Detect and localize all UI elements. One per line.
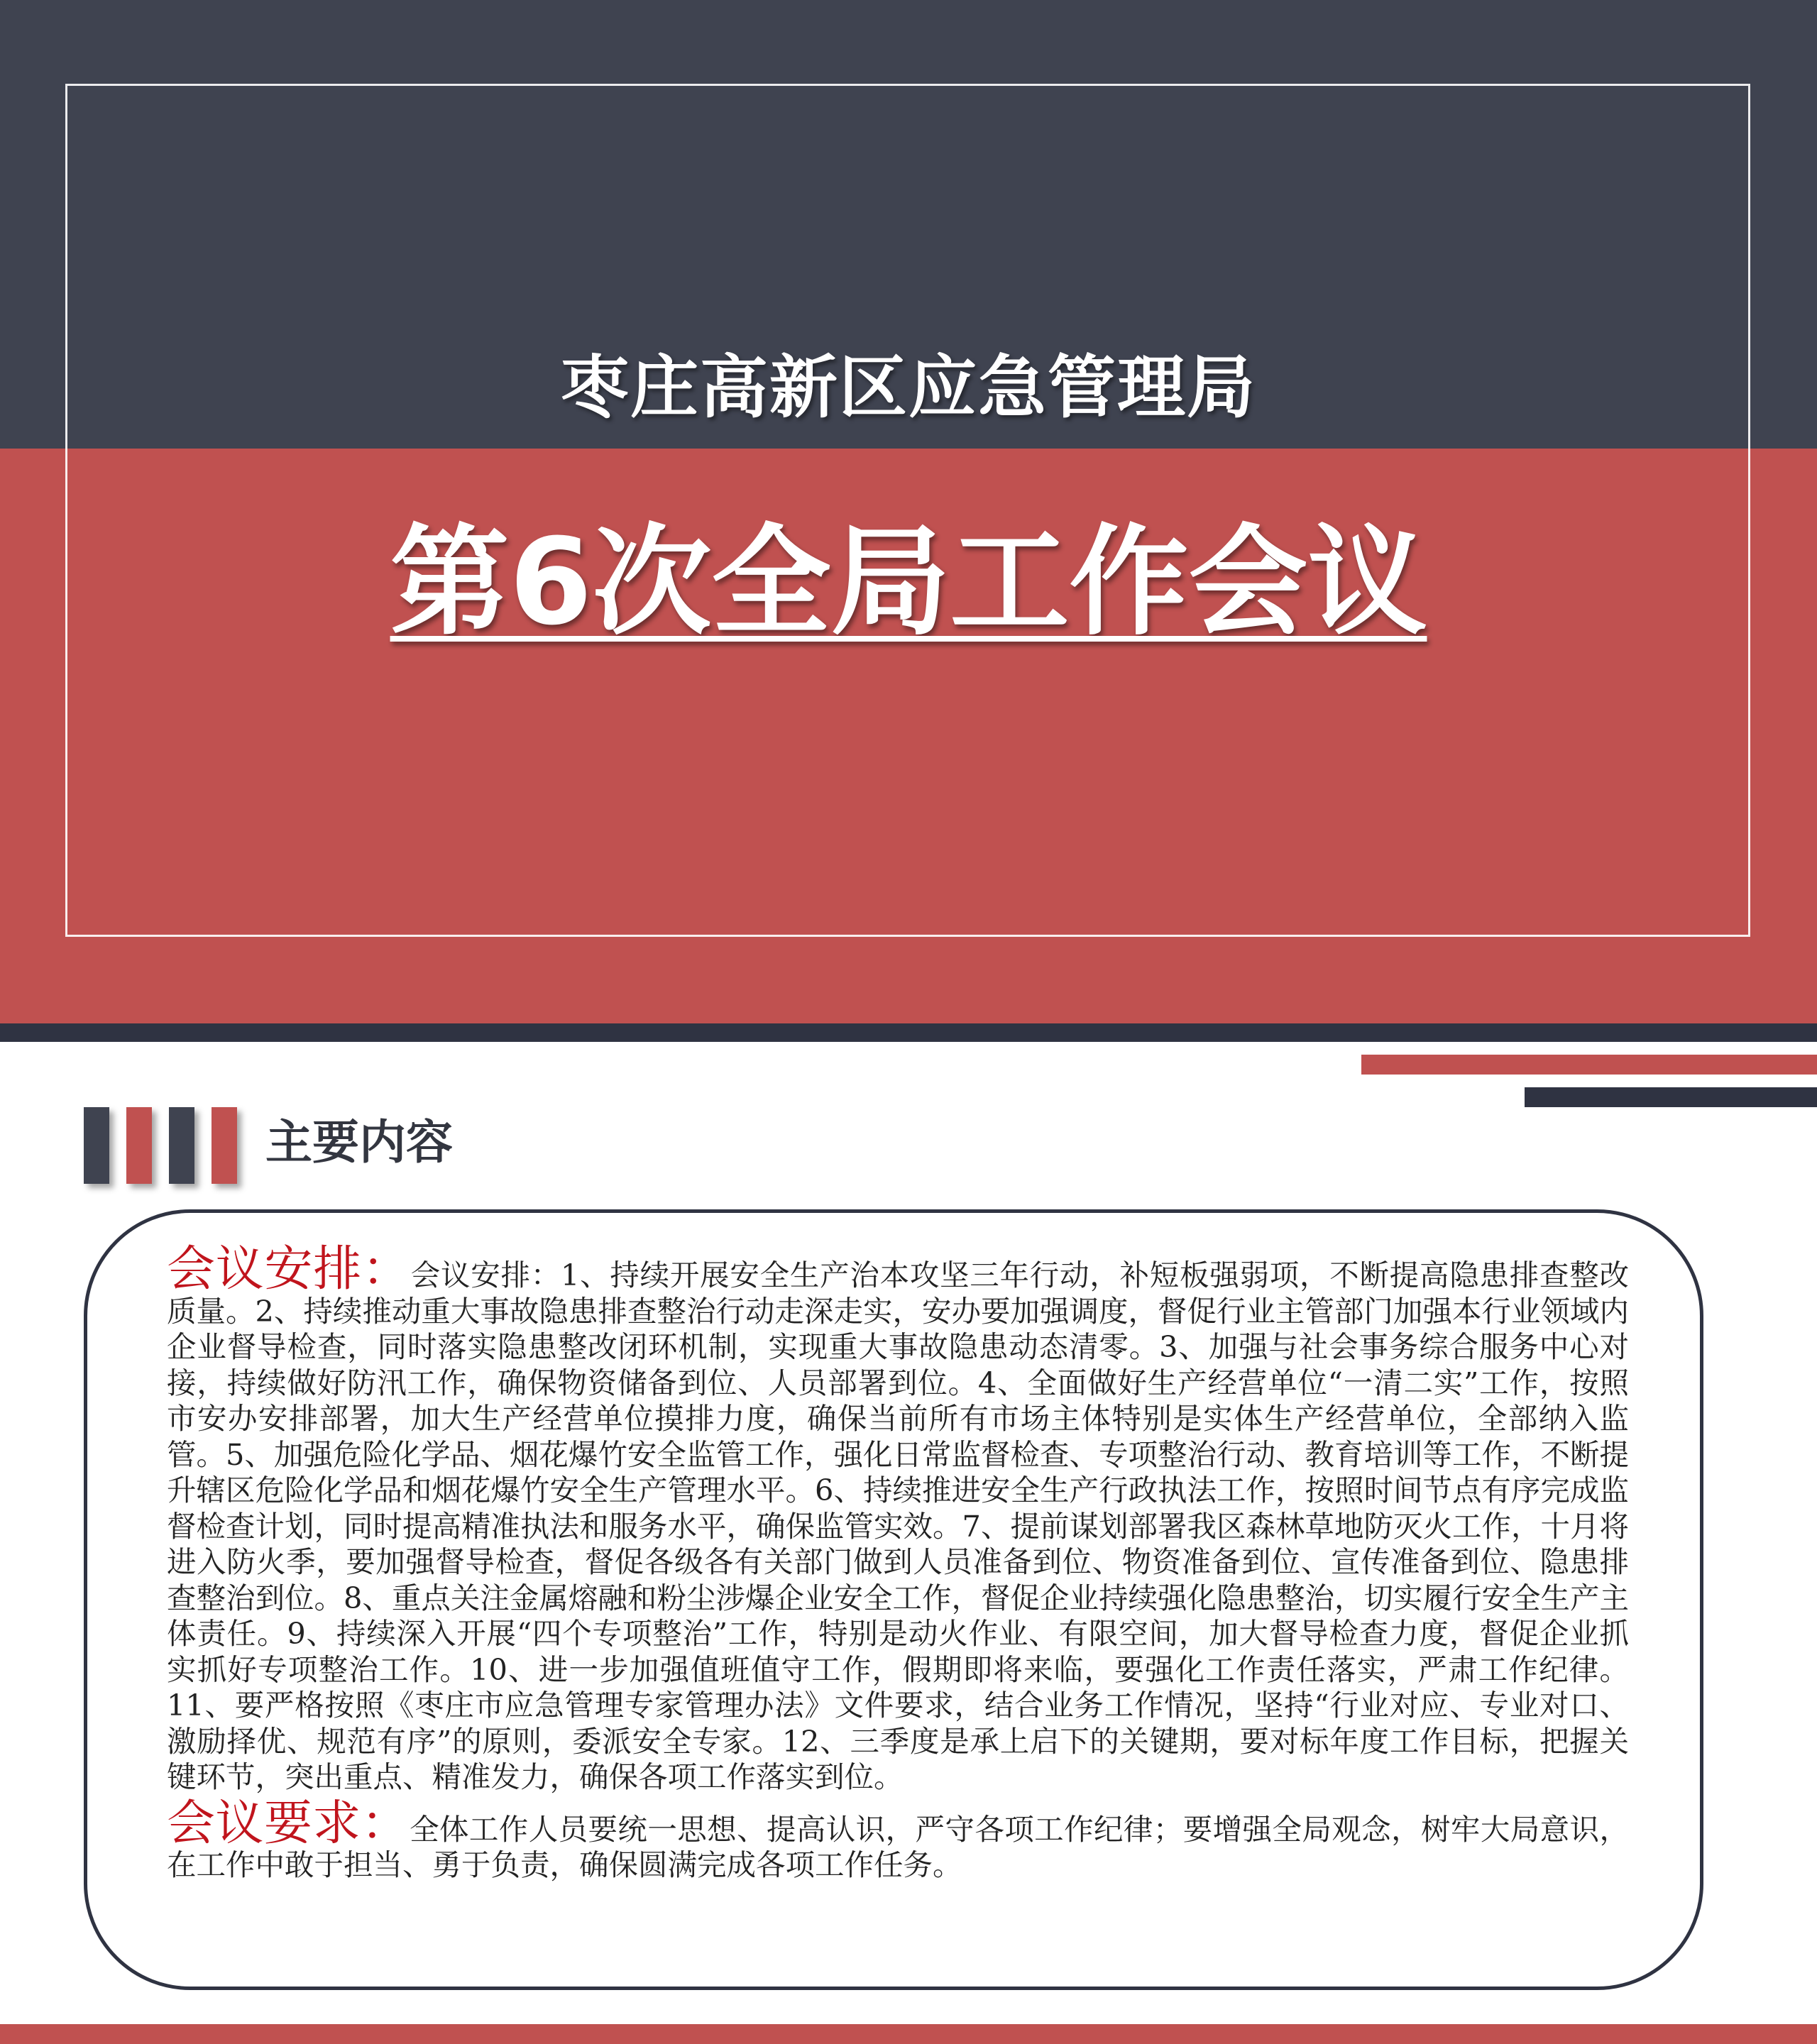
header-frame [65, 84, 1750, 937]
header-divider-strip [0, 1023, 1817, 1042]
requirement-label: 会议要求： [167, 1795, 410, 1852]
content-box [84, 1209, 1703, 1990]
requirement-paragraph [167, 1795, 1629, 1884]
arrangement-text: 会议安排：1、持续开展安全生产治本攻坚三年行动，补短板强弱项，不断提高隐患排查整改质量。2、持续推动重大事故隐患排查整治行动走深走实，安办要加强调度，督促行业主管部门加强本行业领域内企业督导检查，同时落实隐患整改闭环机制，实现重大事故隐患动态清零。3、加强与社会事务综合服务中心对接，持续做好防汛工作，确保物资储备到位、人员部署到位。4、全面做好生产经营单位“一清二实”工作，按照市安办安排部署，加大生产经营单位摸排力度，确保当前所有市场主体特别是实体生产经营单位，全部纳入监管。5、加强危险化学品、烟花爆竹安全监管工作，强化日常监督检查、专项整治行动、教育培训等工作，不断提升辖区危险化学品和烟花爆竹安全生产管理水平。6、持续推进安全生产行政执法工作，按照时间节点有序完成监督检查计划，同时提高精准执法和服务水平，确保监管实效。7、提前谋划部署我区森林草地防灭火工作，十月将进入防火季，要加强督导检查，督促各级各有关部门做到人员准备到位、物资准备到位、宣传准备到位、隐患排查整治到位。8、重点关注金属熔融和粉尘涉爆企业安全工作，督促企业持续强化隐患整治，切实履行安全生产主体责任。9、持续深入开展“四个专项整治”工作，特别是动火作业、有限空间，加大督导检查力度，督促企业抓实抓好专项整治工作。10、进一步加强值班值守工作，假期即将来临，要强化工作责任落实，严肃工作纪律。11、要严格按照《枣庄市应急管理专家管理办法》文件要求，结合业务工作情况，坚持“行业对应、专业对口、激励择优、规范有序”的原则，委派安全专家。12、三季度是承上启下的关键期，要对标年度工作目标，把握关键环节，突出重点、精准发力，确保各项工作落实到位。 [167, 1258, 1629, 1794]
footer-strip [0, 2024, 1817, 2044]
requirement-text: 全体工作人员要统一思想、提高认识，严守各项工作纪律；要增强全局观念，树牢大局意识，在工作中敢于担当、勇于负责，确保圆满完成各项工作任务。 [167, 1811, 1629, 1882]
meeting-title: 第6次全局工作会议 [390, 512, 1427, 652]
org-name: 枣庄高新区应急管理局 [561, 348, 1256, 427]
content-body [167, 1241, 1629, 1884]
heading-bar-dark [169, 1107, 194, 1184]
heading-bar-dark [84, 1107, 109, 1184]
heading-bar-red [126, 1107, 152, 1184]
arrangement-label: 会议安排： [167, 1241, 411, 1297]
arrangement-paragraph [167, 1241, 1629, 1796]
decorative-bar-red [1361, 1055, 1817, 1075]
section-title: 主要内容 [265, 1115, 453, 1170]
decorative-bar-dark [1525, 1087, 1817, 1107]
heading-bar-red [212, 1107, 237, 1184]
